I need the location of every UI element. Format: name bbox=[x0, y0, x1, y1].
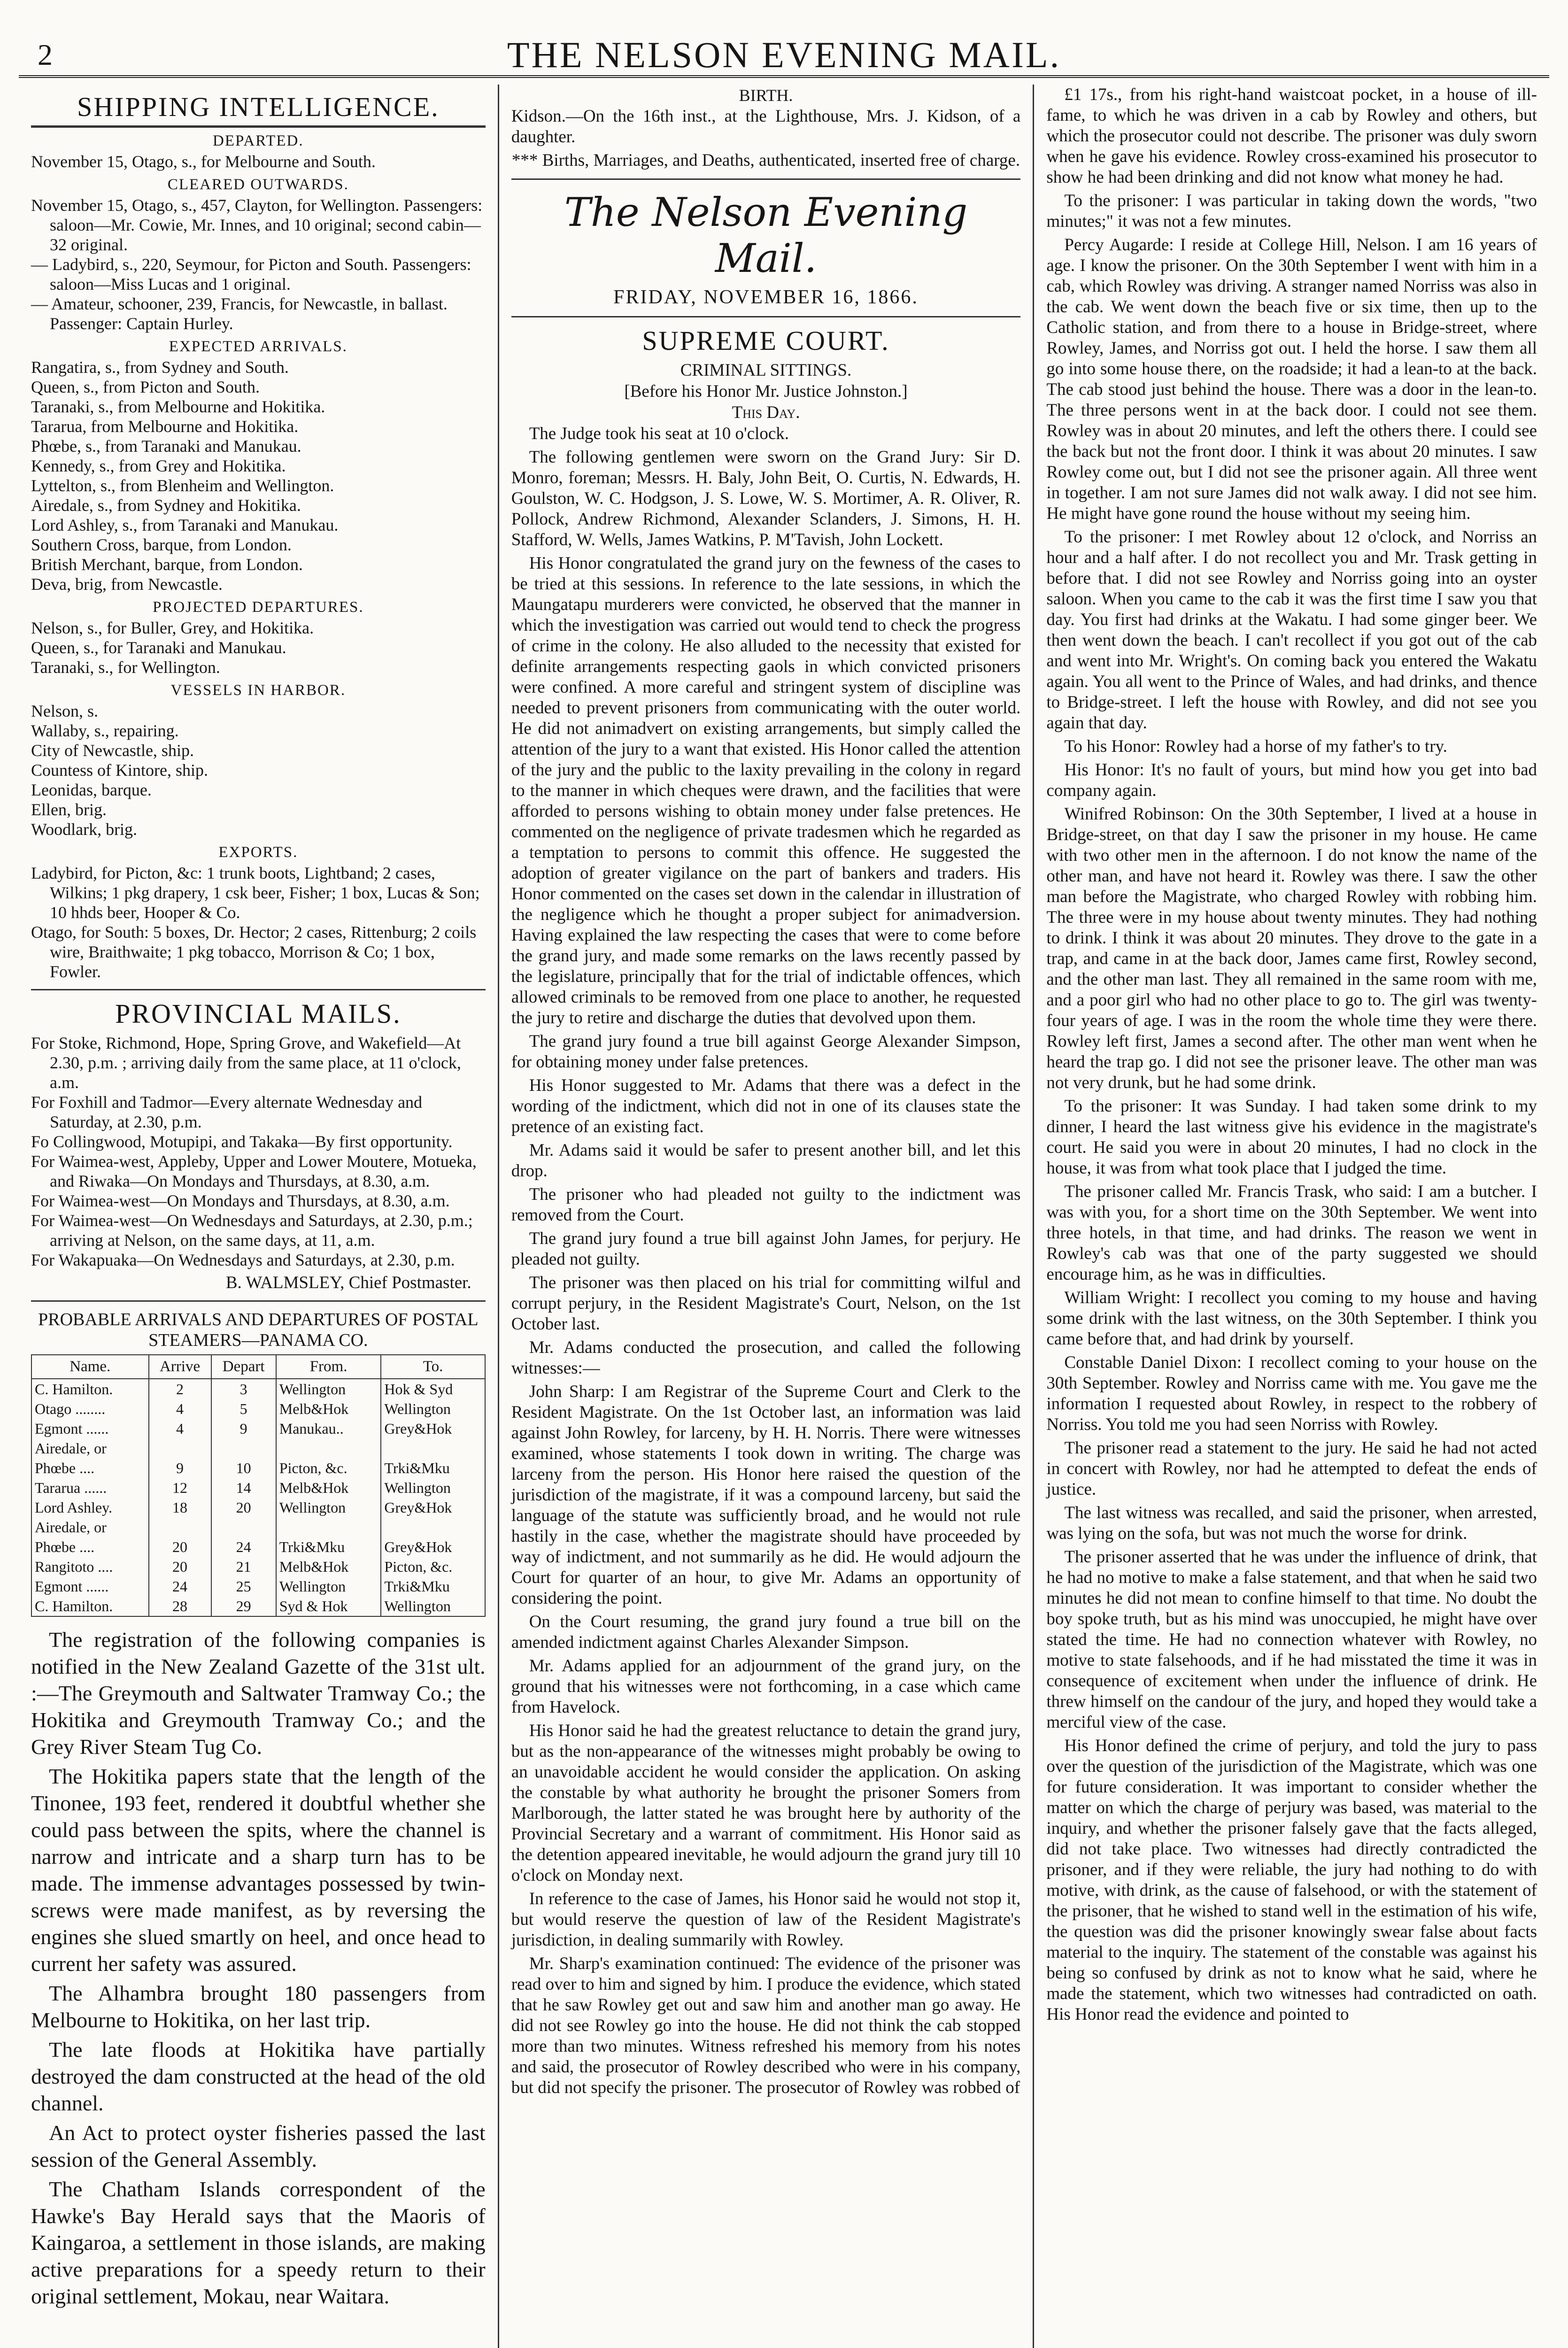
shipping-entry: Kennedy, s., from Grey and Hokitika. bbox=[31, 456, 286, 475]
table-cell: Wellington bbox=[381, 1399, 485, 1419]
table-cell bbox=[211, 1517, 276, 1537]
court-paragraph: To his Honor: Rowley had a horse of my father's to try. bbox=[1064, 737, 1447, 756]
table-row bbox=[31, 1498, 485, 1517]
table-cell: 18 bbox=[149, 1498, 211, 1517]
table-cell bbox=[276, 1438, 381, 1458]
table-cell: 10 bbox=[211, 1458, 276, 1478]
table-cell: Melb&Hok bbox=[276, 1478, 381, 1498]
court-paragraph: The following gentlemen were sworn on the Grand Jury: Sir D. Monro, foreman; Messrs. H. Baly, John Beit, O. Curtis, N. Edwards, H. Goulston, W. C. Hodgson, J. S. Lowe, W. S. Mortimer, A. R. Oliver, R. Pollock, Andrew Richmond, Alexander Sclanders, J. Simons, H. H. Stafford, W. Wells, James Watkins, P. M'Tavish, John Lockett. bbox=[511, 448, 1021, 549]
table-cell: Wellington bbox=[276, 1498, 381, 1517]
court-paragraph: The prisoner read a statement to the jury. He said he had not acted in concert with Rowley, nor had he attempted to defeat the ends of justice. bbox=[1046, 1438, 1537, 1499]
page-number: 2 bbox=[38, 38, 53, 71]
table-row bbox=[31, 1596, 485, 1616]
table-cell: 5 bbox=[211, 1399, 276, 1419]
table-cell: Melb&Hok bbox=[276, 1557, 381, 1576]
mail-entry: For Stoke, Richmond, Hope, Spring Grove, and Wakefield—At 2.30, p.m. ; arriving daily from the same place, at 11 o'clock, a.m. bbox=[31, 1034, 461, 1092]
table-cell: 20 bbox=[211, 1498, 276, 1517]
shipping-entry: British Merchant, barque, from London. bbox=[31, 555, 303, 574]
shipping-entry: Woodlark, brig. bbox=[31, 820, 138, 839]
table-header: Depart bbox=[211, 1355, 276, 1379]
shipping-heading: SHIPPING INTELLIGENCE. bbox=[31, 91, 486, 128]
shipping-entry: November 15, Otago, s., 457, Clayton, for Wellington. Passengers: saloon—Mr. Cowie, Mr. Innes, and 10 original; second cabin—32 original. bbox=[31, 196, 483, 254]
court-paragraph: Mr. Adams conducted the prosecution, and called the following witnesses:— bbox=[511, 1338, 1021, 1378]
table-cell: 4 bbox=[149, 1399, 211, 1419]
departed-list bbox=[31, 152, 486, 171]
shipping-entry: Airedale, s., from Sydney and Hokitika. bbox=[31, 496, 301, 515]
birth-note: *** Births, Marriages, and Deaths, authenticated, inserted free of charge. bbox=[511, 151, 1020, 170]
news-paragraph: The registration of the following companies is notified in the New Zealand Gazette of the 31st ult. :—The Greymouth and Saltwater Tramway Co.; the Hokitika and Greymouth Tramway Co.; and the Grey River Steam Tug Co. bbox=[31, 1628, 486, 1759]
court-day: This Day. bbox=[732, 403, 800, 422]
table-cell: 20 bbox=[149, 1557, 211, 1576]
news-paragraph: The Alhambra brought 180 passengers from Melbourne to Hokitika, on her last trip. bbox=[31, 1981, 486, 2032]
court-paragraph: To the prisoner: It was Sunday. I had taken some drink to my dinner, I heard the last witness give his evidence in the magistrate's court. He said you were in about 20 minutes, I had no clock in the house, it was from what took place that I judged the time. bbox=[1046, 1097, 1537, 1178]
court-paragraph: To the prisoner: I was particular in taking down the words, "two minutes;" it was not a few minutes. bbox=[1046, 191, 1537, 231]
court-report-part-2 bbox=[1046, 85, 1537, 2025]
masthead bbox=[19, 23, 1549, 78]
court-paragraph: His Honor said he had the greatest reluctance to detain the grand jury, but as the non-appearance of the witnesses might probably be owing to an unavoidable accident he would consider the application. On asking the constable by what authority he brought the prisoner Somers from Marlborough, the latter stated he was brought here by authority of the Provincial Secretary and a warrant of commitment. His Honor said as the detention appeared inevitable, he would adjourn the grand jury till 10 o'clock on Monday next. bbox=[511, 1721, 1021, 1885]
table-cell: Airedale, or bbox=[31, 1438, 149, 1458]
vessels-list bbox=[31, 701, 486, 839]
shipping-entry: Deva, brig, from Newcastle. bbox=[31, 575, 223, 594]
court-paragraph: On the Court resuming, the grand jury found a true bill on the amended indictment against Charles Alexander Simpson. bbox=[511, 1612, 1021, 1652]
table-cell: C. Hamilton. bbox=[31, 1596, 149, 1616]
shipping-entry: Nelson, s. bbox=[31, 702, 98, 720]
table-cell: 9 bbox=[211, 1419, 276, 1438]
shipping-entry: Queen, s., for Taranaki and Manukau. bbox=[31, 638, 286, 657]
shipping-entry: Wallaby, s., repairing. bbox=[31, 721, 179, 740]
table-cell: Phœbe .... bbox=[31, 1537, 149, 1557]
court-paragraph: The prisoner asserted that he was under the influence of drink, that he had no motive to make a false statement, and that when he said two minutes he did not mean to confine himself to that time. No doubt the boy spoke truth, but as his mind was unoccupied, he might have over stated the time. He had no connection whatever with Rowley, no motive to state falsehoods, and if he had misstated the time it was in consequence of excitement when under the influence of drink. He threw himself on the candour of the jury, and hoped they would take a merciful view of the case. bbox=[1046, 1547, 1537, 1732]
table-cell bbox=[381, 1438, 485, 1458]
table-cell: Trki&Mku bbox=[381, 1576, 485, 1596]
court-paragraph: Mr. Adams said it would be safer to present another bill, and let this drop. bbox=[511, 1141, 1021, 1181]
mail-entry: For Waimea-west—On Mondays and Thursdays, at 8.30, a.m. bbox=[31, 1191, 450, 1210]
table-cell: Manukau.. bbox=[276, 1419, 381, 1438]
table-cell: 2 bbox=[149, 1379, 211, 1399]
table-cell bbox=[276, 1517, 381, 1537]
table-row bbox=[31, 1517, 485, 1537]
exports-list bbox=[31, 863, 486, 981]
table-cell: Grey&Hok bbox=[381, 1537, 485, 1557]
table-cell: Picton, &c. bbox=[276, 1458, 381, 1478]
shipping-entry: Lyttelton, s., from Blenheim and Wellington. bbox=[31, 476, 334, 495]
table-row bbox=[31, 1379, 485, 1399]
issue-date: FRIDAY, NOVEMBER 16, 1866. bbox=[613, 286, 919, 308]
shipping-entry: Countess of Kintore, ship. bbox=[31, 761, 208, 780]
table-cell: 9 bbox=[149, 1458, 211, 1478]
steamers-table bbox=[31, 1354, 486, 1617]
table-cell: 21 bbox=[211, 1557, 276, 1576]
table-cell bbox=[149, 1438, 211, 1458]
table-cell bbox=[211, 1438, 276, 1458]
shipping-entry: Phœbe, s., from Taranaki and Manukau. bbox=[31, 437, 301, 456]
column-1 bbox=[19, 85, 498, 2348]
news-paragraph: The late floods at Hokitika have partially destroyed the dam constructed at the head of the old channel. bbox=[31, 2038, 486, 2115]
table-cell: 3 bbox=[211, 1379, 276, 1399]
court-paragraph: £1 17s., from his right-hand waistcoat pocket, in a house of ill-fame, to which he was driven in a cab by Rowley and others, but which the prosecutor could not describe. The prisoner was duly sworn when he gave his evidence. Rowley cross-examined his prosecutor to show he had been drinking and did not know what money he had. bbox=[1046, 85, 1537, 187]
table-cell: 24 bbox=[149, 1576, 211, 1596]
table-row bbox=[31, 1557, 485, 1576]
table-cell: Wellington bbox=[381, 1596, 485, 1616]
birth-heading: BIRTH. bbox=[739, 86, 793, 105]
news-paragraph: An Act to protect oyster fisheries passed the last session of the General Assembly. bbox=[31, 2121, 486, 2171]
table-cell bbox=[149, 1517, 211, 1537]
table-cell: Airedale, or bbox=[31, 1517, 149, 1537]
court-paragraph: The last witness was recalled, and said the prisoner, when arrested, was lying on the sofa, but was not much the worse for drink. bbox=[1046, 1503, 1537, 1543]
shipping-entry: Taranaki, s., from Melbourne and Hokitika. bbox=[31, 397, 325, 416]
table-cell: Grey&Hok bbox=[381, 1419, 485, 1438]
table-cell: 4 bbox=[149, 1419, 211, 1438]
birth-notice: Kidson.—On the 16th inst., at the Lighthouse, Mrs. J. Kidson, of a daughter. bbox=[511, 107, 1021, 147]
expected-list bbox=[31, 357, 486, 594]
shipping-entry: — Ladybird, s., 220, Seymour, for Picton and South. Passengers: saloon—Miss Lucas and 1 original. bbox=[31, 255, 471, 294]
court-before: [Before his Honor Mr. Justice Johnston.] bbox=[624, 382, 908, 401]
court-paragraph: William Wright: I recollect you coming to my house and having some drink with the last witness, on the 30th September. I think you came before that, and had drink by yourself. bbox=[1046, 1288, 1537, 1349]
court-paragraph: The grand jury found a true bill against George Alexander Simpson, for obtaining money under false pretences. bbox=[511, 1032, 1021, 1072]
news-paragraph: The Hokitika papers state that the length of the Tinonee, 193 feet, rendered it doubtful whether she could pass between the spits, where the channel is narrow and intricate and a sharp turn has to be made. The immense advantages possessed by twin-screws were made manifest, as by reversing the engines she slued smartly on heel, and once head to current her safety was assured. bbox=[31, 1764, 486, 1976]
news-paragraph: The Chatham Islands correspondent of the Hawke's Bay Herald says that the Maoris of Kaingaroa, a settlement in those islands, are making active preparations for a speedy return to their original settlement, Mokau, near Waitara. bbox=[31, 2177, 486, 2308]
steamers-heading: PROBABLE ARRIVALS AND DEPARTURES OF POSTAL STEAMERS—PANAMA CO. bbox=[38, 1310, 479, 1350]
table-row bbox=[31, 1576, 485, 1596]
newspaper-title: THE NELSON EVENING MAIL. bbox=[507, 34, 1061, 75]
table-row bbox=[31, 1419, 485, 1438]
mail-entry: For Foxhill and Tadmor—Every alternate Wednesday and Saturday, at 2.30, p.m. bbox=[31, 1093, 423, 1131]
table-cell: Grey&Hok bbox=[381, 1498, 485, 1517]
court-heading: SUPREME COURT. bbox=[642, 325, 890, 356]
mails-list bbox=[31, 1033, 486, 1270]
shipping-entry: Otago, for South: 5 boxes, Dr. Hector; 2 cases, Rittenburg; 2 coils wire, Braithwaite; 1 pkg tobacco, Morrison & Co; 1 box, Fowler. bbox=[31, 923, 477, 981]
table-cell: Lord Ashley. bbox=[31, 1498, 149, 1517]
table-cell: Rangitoto .... bbox=[31, 1557, 149, 1576]
court-paragraph: The Judge took his seat at 10 o'clock. bbox=[529, 424, 789, 443]
court-paragraph: In reference to the case of James, his Honor said he would not stop it, but would reserve the question of law of the Resident Magistrate's jurisdiction, in dealing summarily with Rowley. bbox=[511, 1889, 1021, 1950]
table-cell: Melb&Hok bbox=[276, 1399, 381, 1419]
shipping-entry: — Amateur, schooner, 239, Francis, for Newcastle, in ballast. Passenger: Captain Hurley. bbox=[31, 294, 448, 333]
court-paragraph: To the prisoner: I met Rowley about 12 o'clock, and Norriss an hour and a half after. I do not recollect you and Mr. Trask getting in before that. I did not see Rowley and Norriss going into an oyster saloon. When you came to the cab it was the first time I saw you that day. You first had drinks at the Wakatu. I had some ginger beer. We then went down the beach. I can't recollect if you got out of the cab and went into Mr. Wright's. On coming back you entered the Wakatu again. You all went to the Prince of Wales, and had drinks, and thence to Bridge-street. I left the house with Rowley, and did not see you again that day. bbox=[1046, 527, 1537, 733]
table-row bbox=[31, 1399, 485, 1419]
court-paragraph: Mr. Adams applied for an adjournment of the grand jury, on the ground that his witnesses were not forthcoming, in a case which came from Havelock. bbox=[511, 1656, 1021, 1717]
exports-heading: EXPORTS. bbox=[218, 844, 298, 861]
cleared-list bbox=[31, 195, 486, 333]
table-cell: Egmont ...... bbox=[31, 1419, 149, 1438]
table-cell: 29 bbox=[211, 1596, 276, 1616]
table-row bbox=[31, 1478, 485, 1498]
court-subheading: CRIMINAL SITTINGS. bbox=[680, 361, 852, 380]
court-paragraph: His Honor suggested to Mr. Adams that there was a defect in the wording of the indictment, which did not in one of its clauses state the pretence of an existing fact. bbox=[511, 1076, 1021, 1136]
postmaster-signature: B. WALMSLEY, Chief Postmaster. bbox=[225, 1273, 471, 1292]
table-cell: 20 bbox=[149, 1537, 211, 1557]
court-paragraph: The grand jury found a true bill against John James, for perjury. He pleaded not guilty. bbox=[511, 1229, 1021, 1269]
table-cell: Egmont ...... bbox=[31, 1576, 149, 1596]
court-paragraph: Percy Augarde: I reside at College Hill, Nelson. I am 16 years of age. I know the prisoner. On the 30th September I went with him in a cab, which Rowley was driving. A stranger named Norriss was also in the cab. We went down the beach five or six time, then up to the Catholic station, and from there to a house in Bridge-street, where Rowley, James, and Norriss got out. I held the horse. I saw them all go into some house there, on the roadside; it had a lean-to at the back. The cab stood just behind the house. There was a door in the lean-to. The three persons went in at the back door. I could not see them. Rowley was in about 20 minutes, and left the others there. I could see the back but not the front door. I think it was about 20 minutes. I saw Rowley come out, but I did not see the prisoner again. All three went in together. I am not sure James did not walk away. I did not see him. He might have gone round the house without my seeing him. bbox=[1046, 235, 1537, 523]
table-header: From. bbox=[276, 1355, 381, 1379]
mails-heading: PROVINCIAL MAILS. bbox=[115, 998, 402, 1029]
table-cell: 24 bbox=[211, 1537, 276, 1557]
table-cell: Otago ........ bbox=[31, 1399, 149, 1419]
vessels-heading: VESSELS IN HARBOR. bbox=[170, 682, 346, 699]
mail-entry: For Waimea-west, Appleby, Upper and Lower Moutere, Motueka, and Riwaka—On Mondays and Thursdays, at 8.30, a.m. bbox=[31, 1152, 477, 1190]
table-cell: Picton, &c. bbox=[381, 1557, 485, 1576]
mail-entry: For Wakapuaka—On Wednesdays and Saturdays, at 2.30, p.m. bbox=[31, 1251, 455, 1269]
court-paragraph: Mr. Sharp's examination continued: The evidence of the prisoner was read over to him and signed by him. I produce the evidence, which stated that he saw Rowley get out and saw him and another man go away. He did not see Rowley go into the house. He did not think the cab stopped more than two minutes. Witness refreshed his memory from his notes and said, the prosecutor of Rowley described who were in his company, but did not specify the prisoner. The prosecutor of Rowley was robbed of bbox=[511, 1954, 1021, 2097]
table-cell: Wellington bbox=[381, 1478, 485, 1498]
shipping-entry: Taranaki, s., for Wellington. bbox=[31, 658, 220, 677]
table-cell: 28 bbox=[149, 1596, 211, 1616]
table-header: Arrive bbox=[149, 1355, 211, 1379]
shipping-entry: Nelson, s., for Buller, Grey, and Hokitika. bbox=[31, 618, 314, 637]
table-cell: Syd & Hok bbox=[276, 1596, 381, 1616]
expected-heading: EXPECTED ARRIVALS. bbox=[169, 338, 348, 355]
column-2 bbox=[498, 85, 1033, 2348]
shipping-entry: City of Newcastle, ship. bbox=[31, 741, 194, 760]
shipping-entry: Tararua, from Melbourne and Hokitika. bbox=[31, 417, 299, 436]
table-header: Name. bbox=[31, 1355, 149, 1379]
court-report-part-1 bbox=[511, 424, 1021, 2098]
projected-heading: PROJECTED DEPARTURES. bbox=[153, 599, 364, 616]
table-cell: Hok & Syd bbox=[381, 1379, 485, 1399]
editorial-flag: The Nelson Evening Mail. bbox=[564, 189, 968, 281]
table-cell: Wellington bbox=[276, 1379, 381, 1399]
table-cell: Tararua ...... bbox=[31, 1478, 149, 1498]
court-paragraph: His Honor: It's no fault of yours, but mind how you get into bad company again. bbox=[1046, 760, 1537, 800]
column-3 bbox=[1033, 85, 1549, 2348]
table-row bbox=[31, 1458, 485, 1478]
table-cell: 12 bbox=[149, 1478, 211, 1498]
table-cell bbox=[381, 1517, 485, 1537]
court-paragraph: His Honor defined the crime of perjury, and told the jury to pass over the question of the jurisdiction of the Magistrate, which was one for future consideration. It was important to consider whether the matter on which the charge of perjury was based, was material to the inquiry, and whether the prisoner falsely gave that the facts alleged, did not take place. Two witnesses had directly contradicted the prisoner, and if they were reliable, the jury had nothing to do with motive, with drink, as the cause of falsehood, or with the statement of the prisoner, that he wished to stand well in the estimation of his wife, the question was did the prisoner knowingly swear false about facts material to the inquiry. The statement of the constable was against his being so confused by drink as not to know what he said, where he made the statement, which two witnesses had contradicted on oath. His Honor read the evidence and pointed to bbox=[1046, 1736, 1537, 2024]
shipping-entry: Rangatira, s., from Sydney and South. bbox=[31, 358, 289, 377]
table-cell: Wellington bbox=[276, 1576, 381, 1596]
court-paragraph: The prisoner was then placed on his trial for committing wilful and corrupt perjury, in the Resident Magistrate's Court, Nelson, on the 1st October last. bbox=[511, 1273, 1021, 1334]
cleared-heading: CLEARED OUTWARDS. bbox=[167, 176, 349, 193]
column-1-news bbox=[31, 1626, 486, 2309]
mail-entry: Fo Collingwood, Motupipi, and Takaka—By first opportunity. bbox=[31, 1132, 453, 1151]
court-paragraph: Winifred Robinson: On the 30th September, I lived at a house in Bridge-street, on that day I saw the prisoner in my house. He came with two other men in the afternoon. I do not know the name of the other man, and have not heard it. Rowley was there. I saw the other man before the Magistrate, who charged Rowley with robbing him. The three were in my house about twenty minutes. They had nothing to drink. I think it was about 20 minutes. They drove to the gate in a trap, and came in at the back door, James came first, Rowley second, and the other man last. They all remained in the same room with me, and a poor girl who had no other place to go to. The girl was twenty-four years of age. I was in the room the whole time they were there. Rowley left first, James a second after. The other man went when he heard the trap go. I did not see the prisoner leave. The other man was not very drunk, but he had some drink. bbox=[1046, 804, 1537, 1092]
table-row bbox=[31, 1438, 485, 1458]
shipping-entry: November 15, Otago, s., for Melbourne and South. bbox=[31, 152, 376, 171]
shipping-entry: Leonidas, barque. bbox=[31, 780, 152, 799]
shipping-entry: Lord Ashley, s., from Taranaki and Manukau. bbox=[31, 516, 339, 534]
court-paragraph: John Sharp: I am Registrar of the Supreme Court and Clerk to the Resident Magistrate. On the 1st October last, an information was laid against John Rowley, for larceny, by H. H. Norris. There were witnesses examined, whose statements I took down in writing. The charge was larceny from the person. His Honor here raised the question of the jurisdiction of the magistrate, if it was a compound larceny, but said the language of the statute was sufficiently broad, and he would not rule hastily in the case, whether the magistrate should have proceeded by way of indictment, and not summarily as he did. He would adjourn the Court for quarter of an hour, to give Mr. Adams an opportunity of considering the point. bbox=[511, 1382, 1021, 1608]
table-cell: Trki&Mku bbox=[276, 1537, 381, 1557]
court-paragraph: The prisoner who had pleaded not guilty to the indictment was removed from the Court. bbox=[511, 1185, 1021, 1225]
shipping-entry: Ellen, brig. bbox=[31, 800, 107, 819]
court-paragraph: The prisoner called Mr. Francis Trask, who said: I am a butcher. I was with you, for a short time on the 30th September. We went into three hotels, in that time, and had drinks. The reason we went in Rowley's cab was that one of the party suggested we should encourage him, as he was in difficulties. bbox=[1046, 1182, 1537, 1284]
court-paragraph: Constable Daniel Dixon: I recollect coming to your house on the 30th September. Rowley and Norriss came with me. You gave me the information I requested about Rowley, in respect to the robbery of Norriss. You told me you had seen Norriss with Rowley. bbox=[1046, 1353, 1537, 1434]
table-cell: Phœbe .... bbox=[31, 1458, 149, 1478]
table-header: To. bbox=[381, 1355, 485, 1379]
table-cell: 14 bbox=[211, 1478, 276, 1498]
table-cell: C. Hamilton. bbox=[31, 1379, 149, 1399]
table-cell: 25 bbox=[211, 1576, 276, 1596]
court-paragraph: His Honor congratulated the grand jury on the fewness of the cases to be tried at this sessions. In reference to the late sessions, in which the Maungatapu murderers were convicted, he observed that the manner in which the investigation was carried out would tend to check the progress of crime in the colony. He also alluded to the necessity that existed for definite arrangements respecting gaols in which convicted prisoners were confined. A more careful and stringent system of discipline was needed to prevent prisoners from communicating with the outer world. He did not animadvert on existing arrangements, but simply called the attention of the jury to a want that existed. His Honor called the attention of the jury and the public to the laxity prevailing in the colony in regard to the manner in which cheques were drawn, and the facilities that were afforded to persons wishing to obtain money under false pretences. He commented on the negligence of private tradesmen which he regarded as a temptation to persons to commit this offence. He suggested the adoption of greater vigilance on the part of bankers and traders. His Honor commented on the cases set down in the calendar in illustration of the negligence which he thought a proper subject for animadversion. Having explained the law respecting the cases that were to come before the grand jury, and made some remarks on the laws recently passed by the legislature, principally that for the trial of indictable offences, which allowed criminals to be removed from one place to another, he requested the jury to retire and discharge the duties that devolved upon them. bbox=[511, 554, 1021, 1027]
table-row bbox=[31, 1537, 485, 1557]
mail-entry: For Waimea-west—On Wednesdays and Saturdays, at 2.30, p.m.; arriving at Nelson, on the same days, at 11, a.m. bbox=[31, 1211, 473, 1250]
shipping-entry: Ladybird, for Picton, &c: 1 trunk boots, Lightband; 2 cases, Wilkins; 1 pkg drapery, 1 csk beer, Fisher; 1 box, Lucas & Son; 10 hhds beer, Hooper & Co. bbox=[31, 864, 480, 922]
shipping-entry: Southern Cross, barque, from London. bbox=[31, 535, 292, 554]
departed-heading: DEPARTED. bbox=[213, 132, 304, 149]
table-cell: Trki&Mku bbox=[381, 1458, 485, 1478]
shipping-entry: Queen, s., from Picton and South. bbox=[31, 378, 260, 396]
projected-list bbox=[31, 618, 486, 677]
